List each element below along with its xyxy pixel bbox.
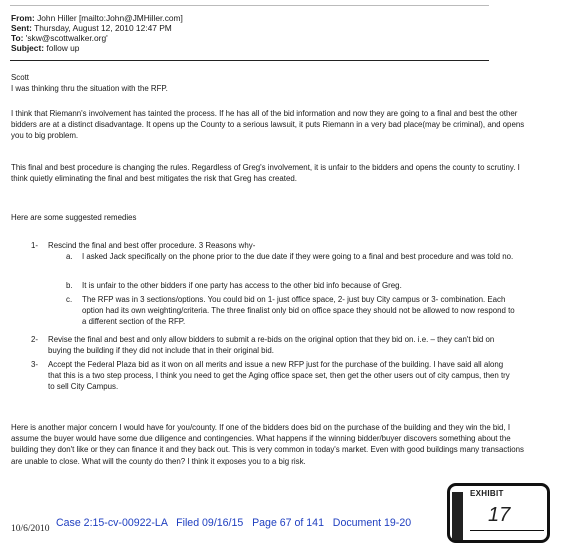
email-subject-line — [11, 43, 79, 53]
item-1b-letter: b. — [66, 281, 73, 290]
intro-line: I was thinking thru the situation with the RFP. — [11, 84, 168, 93]
item-1c-text: The RFP was in 3 sections/options. You could bid on 1- just office space, 2- just buy City campus or 3- combination. Each option had its own weighting/criteria. The three finalist only bid on office space they should not be allowed to now respond to a different section of the RFP. — [82, 295, 515, 327]
case-filing-line: Case 2:15-cv-00922-LA Filed 09/16/15 Page 67 of 141 Document 19-20 — [56, 517, 412, 529]
email-to-line — [11, 33, 108, 43]
subject-value: follow up — [46, 43, 80, 53]
item-1b-text: It is unfair to the other bidders if one party has access to the other bid info because of Greg. — [82, 281, 402, 290]
footer-date: 10/6/2010 — [11, 524, 50, 534]
item-2-text: Revise the final and best and only allow bidders to submit a re-bids on the original option that they bid on. i.e. – they can't bid on buying the building if they did not include that in their original bid. — [48, 335, 495, 356]
subject-label: Subject: — [11, 43, 45, 53]
stamp-signature-line — [470, 530, 544, 531]
item-3-text: Accept the Federal Plaza bid as it won on all merits and issue a new RFP just for the purchase of the building. I have said all along that this is a two step process, I think you need to get the Aging office space set, then get the other users out of city campus, then try to sell City Campus. — [48, 360, 510, 392]
item-1c-letter: c. — [66, 295, 73, 304]
paragraph-1: I think that Riemann's involvement has tainted the process. If he has all of the bid information and now they are going to a final and best the other bidders are at a distinct disadvantage. It opens up the County to a serious lawsuit, it puts Riemann in a very bad place(may be criminal), and opens you to big problem. — [11, 109, 525, 141]
sent-value: Thursday, August 12, 2010 12:47 PM — [34, 23, 172, 33]
exhibit-stamp — [447, 483, 550, 543]
from-label: From: — [11, 13, 35, 23]
stamp-title: EXHIBIT — [470, 489, 504, 498]
item-3-number: 3- — [31, 360, 39, 369]
stamp-vendor-strip — [452, 492, 463, 540]
item-2-number: 2- — [31, 335, 39, 344]
from-value: John Hiller [mailto:John@JMHiller.com] — [37, 13, 183, 23]
remedies-intro: Here are some suggested remedies — [11, 213, 137, 222]
paragraph-3: Here is another major concern I would have for you/county. If one of the bidders does bid on the purchase of the building and they win the bid, I assume the buyer would have some due diligence and contingencies. What happens if the winning bidder/buyer discovers something about the building they don't like or they can finance it and they back out. This is very common in today's market. Even with good buildings many transactions are unable to close. What will the county do then? I think it exposes you to a big risk. — [11, 423, 524, 466]
salutation: Scott — [11, 73, 29, 82]
to-value: 'skw@scottwalker.org' — [25, 33, 108, 43]
item-1-text: Rescind the final and best offer procedure. 3 Reasons why- — [48, 241, 256, 250]
stamp-exhibit-number: 17 — [488, 504, 511, 526]
email-from-line — [11, 13, 183, 23]
email-sent-line — [11, 23, 172, 33]
header-rule — [10, 60, 489, 61]
top-rule — [10, 5, 489, 6]
sent-label: Sent: — [11, 23, 32, 33]
item-1a-text: I asked Jack specifically on the phone prior to the due date if they were going to a final and best procedure and was told no. — [82, 252, 514, 261]
to-label: To: — [11, 33, 24, 43]
paragraph-2: This final and best procedure is changing the rules. Regardless of Greg's involvement, it is unfair to the bidders and opens the county to scrutiny. I think quietly eliminating the final and best mitigates the risk that Greg has created. — [11, 163, 520, 184]
item-1a-letter: a. — [66, 252, 73, 261]
item-1-number: 1- — [31, 241, 39, 250]
